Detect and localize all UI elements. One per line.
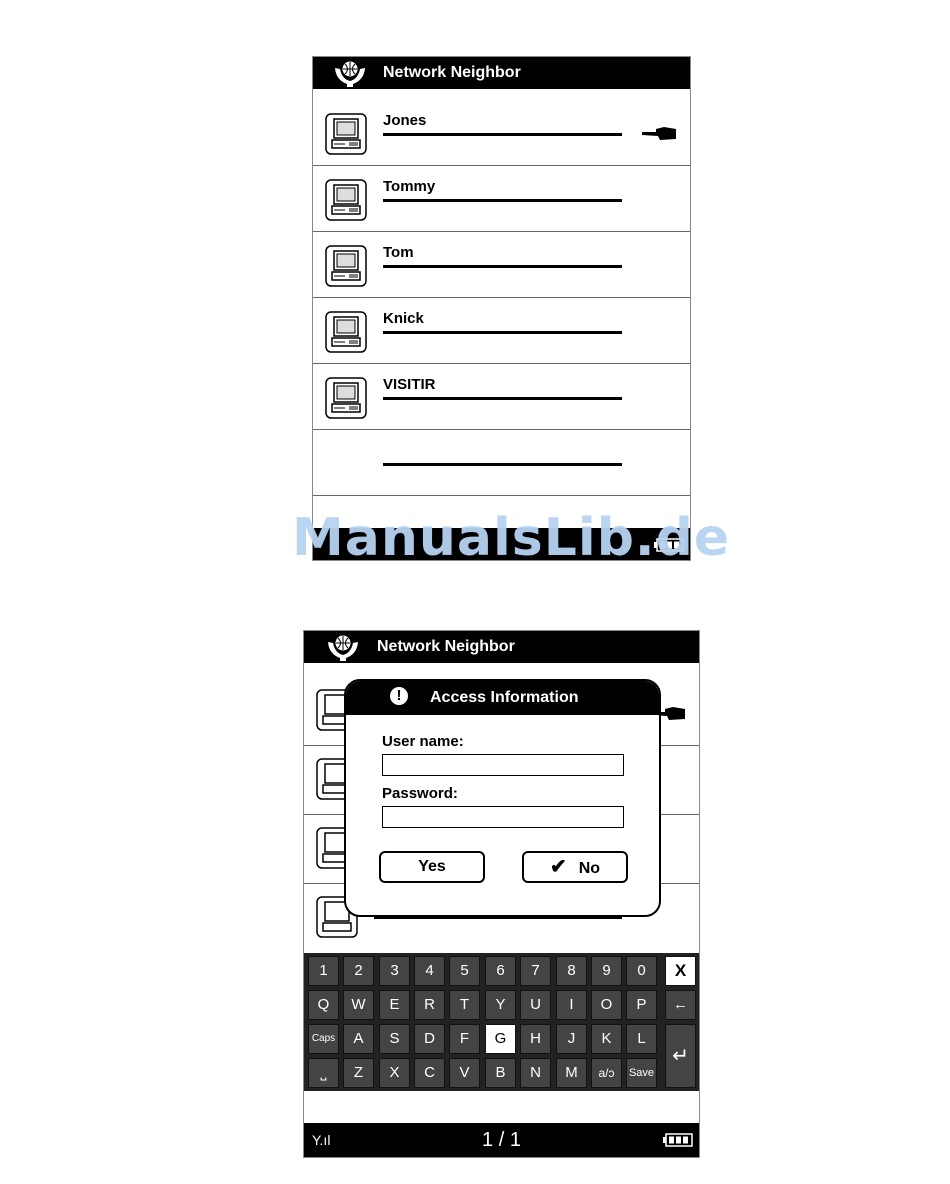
backspace-key[interactable]: ← — [665, 990, 696, 1020]
signal-strength-icon: Y.ıl — [312, 1132, 331, 1148]
key-d[interactable]: D — [414, 1024, 445, 1054]
key-7[interactable]: 7 — [520, 956, 551, 986]
computer-name: Tommy — [383, 178, 436, 195]
key-0[interactable]: 0 — [626, 956, 657, 986]
dialog-title: Access Information — [430, 689, 579, 706]
key-h[interactable]: H — [520, 1024, 551, 1054]
key-p[interactable]: P — [626, 990, 657, 1020]
computer-name: Tom — [383, 244, 414, 261]
title-bar — [313, 57, 690, 89]
key-e[interactable]: E — [379, 990, 410, 1020]
computer-icon — [325, 179, 367, 221]
key-o[interactable]: O — [591, 990, 622, 1020]
key-z[interactable]: Z — [343, 1058, 374, 1088]
key-y[interactable]: Y — [485, 990, 516, 1020]
network-globe-hands-icon — [326, 634, 360, 662]
save-key[interactable]: Save — [626, 1058, 657, 1088]
page-indicator: 1 / 1 — [482, 1129, 521, 1151]
key-6[interactable]: 6 — [485, 956, 516, 986]
password-label: Password: — [382, 785, 458, 802]
password-input[interactable] — [382, 806, 624, 828]
yes-button-label: Yes — [418, 858, 446, 875]
key-a[interactable]: A — [343, 1024, 374, 1054]
key-j[interactable]: J — [556, 1024, 587, 1054]
exclamation-icon: ! — [390, 687, 408, 705]
key-9[interactable]: 9 — [591, 956, 622, 986]
empty-list-item — [313, 431, 690, 496]
case-toggle-key[interactable]: a/ɔ — [591, 1058, 622, 1088]
key-r[interactable]: R — [414, 990, 445, 1020]
username-input[interactable] — [382, 754, 624, 776]
computer-icon — [325, 377, 367, 419]
pointing-hand-icon — [642, 123, 678, 143]
key-1[interactable]: 1 — [308, 956, 339, 986]
computer-icon — [325, 245, 367, 287]
network-neighbor-screen-login — [303, 630, 700, 1158]
on-screen-keyboard — [304, 953, 700, 1091]
key-8[interactable]: 8 — [556, 956, 587, 986]
key-i[interactable]: I — [556, 990, 587, 1020]
name-underline — [383, 331, 622, 334]
title-bar — [304, 631, 699, 663]
close-keyboard-key[interactable]: X — [665, 956, 696, 986]
key-k[interactable]: K — [591, 1024, 622, 1054]
status-bar — [304, 1123, 699, 1157]
key-2[interactable]: 2 — [343, 956, 374, 986]
key-m[interactable]: M — [556, 1058, 587, 1088]
name-underline — [383, 133, 622, 136]
access-information-dialog — [344, 679, 661, 917]
computer-list-item[interactable] — [313, 101, 690, 166]
battery-icon — [663, 1133, 693, 1147]
name-underline — [383, 265, 622, 268]
name-underline — [383, 463, 622, 466]
computer-list-item[interactable] — [313, 167, 690, 232]
space-key[interactable]: ⎵ — [308, 1058, 339, 1088]
computer-name: VISITIR — [383, 376, 436, 393]
key-l[interactable]: L — [626, 1024, 657, 1054]
key-u[interactable]: U — [520, 990, 551, 1020]
checkmark-icon: ✔ — [549, 856, 567, 878]
key-n[interactable]: N — [520, 1058, 551, 1088]
network-globe-hands-icon — [333, 60, 367, 88]
no-button-label: No — [578, 860, 601, 877]
computer-name: Knick — [383, 310, 424, 327]
computer-list-item[interactable] — [313, 233, 690, 298]
key-w[interactable]: W — [343, 990, 374, 1020]
yes-button[interactable] — [379, 851, 485, 883]
page-title: Network Neighbor — [377, 638, 515, 655]
dialog-title-bar — [346, 681, 659, 715]
username-label: User name: — [382, 733, 464, 750]
key-q[interactable]: Q — [308, 990, 339, 1020]
page-title: Network Neighbor — [383, 64, 521, 81]
key-3[interactable]: 3 — [379, 956, 410, 986]
key-c[interactable]: C — [414, 1058, 445, 1088]
watermark: ManualsLib.de — [292, 508, 731, 568]
computer-list-item[interactable] — [313, 299, 690, 364]
key-t[interactable]: T — [449, 990, 480, 1020]
computer-icon — [325, 311, 367, 353]
name-underline — [383, 199, 622, 202]
key-f[interactable]: F — [449, 1024, 480, 1054]
key-s[interactable]: S — [379, 1024, 410, 1054]
computer-list-item[interactable] — [313, 365, 690, 430]
key-4[interactable]: 4 — [414, 956, 445, 986]
key-g[interactable]: G — [485, 1024, 516, 1054]
no-button[interactable] — [522, 851, 628, 883]
key-v[interactable]: V — [449, 1058, 480, 1088]
caps-key[interactable]: Caps — [308, 1024, 339, 1054]
name-underline — [383, 397, 622, 400]
computer-icon — [325, 113, 367, 155]
enter-key[interactable]: ↵ — [665, 1024, 696, 1088]
computer-name: Jones — [383, 112, 427, 129]
key-b[interactable]: B — [485, 1058, 516, 1088]
key-x[interactable]: X — [379, 1058, 410, 1088]
network-neighbor-screen-list — [312, 56, 691, 561]
key-5[interactable]: 5 — [449, 956, 480, 986]
